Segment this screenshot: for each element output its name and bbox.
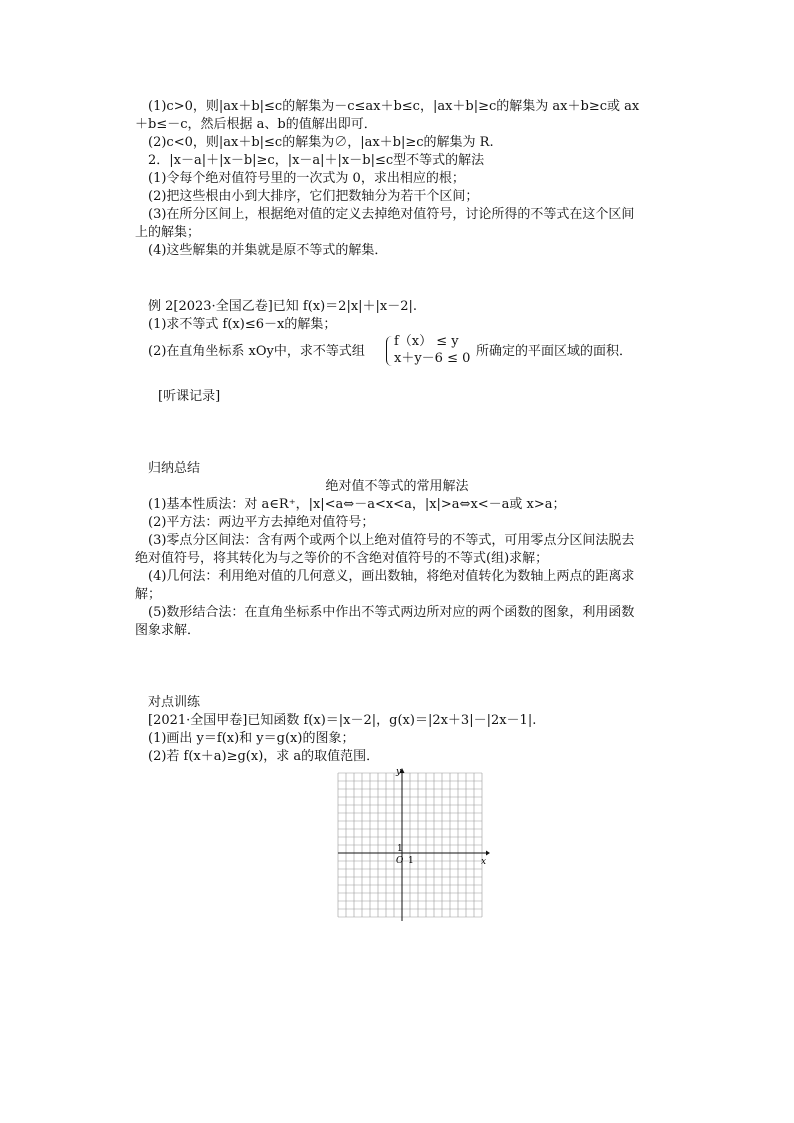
- x-axis-label: x: [481, 857, 487, 867]
- method-5a: (5)数形结合法：在直角坐标系中作出不等式两边所对应的两个函数的图象，利用函数: [148, 605, 635, 620]
- intro-line-2: (2)c<0，则|ax＋b|≤c的解集为∅，|ax＋b|≥c的解集为 R.: [148, 135, 494, 150]
- intro-line-1a: (1)c>0，则|ax＋b|≤c的解集为－c≤ax＋b≤c，|ax＋b|≥c的解集为 ax＋b≥c或 ax: [148, 99, 640, 114]
- section-heading-2: 2．|x－a|＋|x－b|≥c，|x－a|＋|x－b|≤c型不等式的解法: [148, 153, 485, 168]
- step-3b: 上的解集；: [135, 225, 201, 240]
- example-q1: (1)求不等式 f(x)≤6－x的解集；: [148, 317, 337, 332]
- step-4: (4)这些解集的并集就是原不等式的解集．: [148, 243, 388, 258]
- x-axis-arrow-icon: [486, 851, 490, 856]
- practice-stem: [2021·全国甲卷]已知函数 f(x)＝|x－2|，g(x)＝|2x＋3|－|2x－1|.: [148, 713, 537, 728]
- method-5b: 图象求解．: [135, 623, 201, 638]
- method-2: (2)平方法：两边平方去掉绝对值符号；: [148, 515, 375, 530]
- practice-q2: (2)若 f(x＋a)≥g(x)，求 a的取值范围．: [148, 749, 380, 764]
- notes-label: [听课记录]: [158, 389, 221, 404]
- method-3a: (3)零点分区间法：含有两个或两个以上绝对值符号的不等式，可用零点分区间法脱去: [148, 533, 635, 548]
- y-axis-label: y: [396, 767, 402, 777]
- summary-label: 归纳总结: [148, 461, 201, 476]
- example-stem: 例 2[2023·全国乙卷]已知 f(x)＝2|x|＋|x－2|.: [148, 299, 418, 314]
- step-2: (2)把这些根由小到大排序，它们把数轴分为若干个区间；: [148, 189, 479, 204]
- step-1: (1)令每个绝对值符号里的一次式为 0，求出相应的根；: [148, 171, 465, 186]
- system-row-1: f（x） ≤ y: [394, 334, 459, 349]
- summary-title: 绝对值不等式的常用解法: [325, 479, 469, 494]
- unit-y-label: 1: [397, 844, 403, 854]
- example-q2-head: (2)在直角坐标系 xOy中，求不等式组: [148, 344, 365, 359]
- system-row-2: x＋y－6 ≤ 0: [394, 351, 471, 366]
- intro-line-1b: ＋b≤－c，然后根据 a、b的值解出即可．: [135, 117, 377, 132]
- coordinate-grid: [330, 765, 490, 925]
- grid-lines: [338, 773, 482, 917]
- method-3b: 绝对值符号，将其转化为与之等价的不含绝对值符号的不等式(组)求解；: [135, 551, 549, 566]
- method-4a: (4)几何法：利用绝对值的几何意义，画出数轴，将绝对值转化为数轴上两点的距离求: [148, 569, 635, 584]
- unit-x-label: 1: [408, 856, 414, 866]
- method-4b: 解；: [135, 587, 162, 602]
- practice-q1: (1)画出 y＝f(x)和 y＝g(x)的图象；: [148, 731, 355, 746]
- example-q2-tail: 所确定的平面区域的面积．: [476, 344, 633, 359]
- origin-label: O: [396, 856, 404, 866]
- step-3a: (3)在所分区间上，根据绝对值的定义去掉绝对值符号，讨论所得的不等式在这个区间: [148, 207, 635, 222]
- practice-label: 对点训练: [148, 695, 201, 710]
- method-1: (1)基本性质法：对 a∈R⁺，|x|<a⇔－a<x<a，|x|>a⇔x<－a或 x>a；: [148, 497, 566, 512]
- system-brace: [386, 336, 393, 366]
